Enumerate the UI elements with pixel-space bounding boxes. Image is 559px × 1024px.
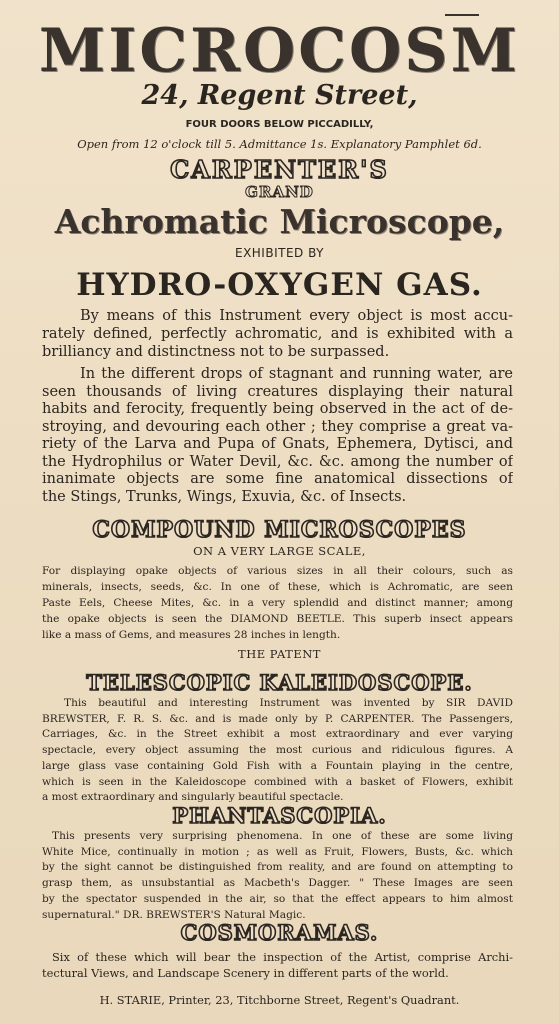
paragraph-creatures bbox=[42, 366, 513, 506]
phantascopia-heading: PHANTASCOPIA. bbox=[172, 803, 387, 828]
gas-heading: HYDRO-OXYGEN GAS. bbox=[76, 267, 483, 303]
text-line: by the sight cannot be distinguished from reality, and are found on attempting to bbox=[42, 861, 513, 874]
text-line: like a mass of Gems, and measures 28 inches in length. bbox=[42, 629, 341, 641]
text-line: riety of the Larva and Pupa of Gnats, Ephemera, Dytisci, and bbox=[42, 436, 513, 452]
text-line: This presents very surprising phenomena. In one of these are some living bbox=[52, 830, 513, 842]
text-line: Carriages, &c. in the Street exhibit a most extraordinary and ever varying bbox=[42, 728, 513, 741]
printer-credit: H. STARIE, Printer, 23, Titchborne Street, Regent's Quadrant. bbox=[99, 993, 460, 1007]
paragraph-kaleidoscope bbox=[42, 696, 513, 806]
hours: Open from 12 o'clock till 5. Admittance 1s. Explanatory Pamphlet 6d. bbox=[77, 137, 482, 151]
text-line: White Mice, continually in motion ; as well as Fruit, Flowers, Busts, &c. which bbox=[42, 845, 513, 858]
text-line: Paste Eels, Cheese Mites, &c. in a very splendid and distinct manner; among bbox=[42, 597, 513, 609]
text-line: the opake objects is seen the DIAMOND BEETLE. This superb insect appears bbox=[42, 613, 513, 625]
paragraph-intro bbox=[42, 307, 513, 361]
text-line: by the spectator suspended in the air, so that the effect appears to him almost bbox=[42, 892, 513, 905]
kaleidoscope-heading: TELESCOPIC KALEIDOSCOPE. bbox=[86, 670, 473, 695]
paragraph-phantascopia bbox=[42, 829, 513, 923]
text-line: large glass vase containing Gold Fish with a Fountain playing in the centre, bbox=[42, 759, 513, 772]
paragraph-compound bbox=[42, 563, 513, 643]
cosmoramas-heading: COSMORAMAS. bbox=[180, 920, 379, 945]
text-line: tectural Views, and Landscape Scenery in different parts of the world. bbox=[42, 966, 449, 980]
location: FOUR DOORS BELOW PICCADILLY, bbox=[185, 119, 374, 130]
text-line: a most extraordinary and singularly beautiful spectacle. bbox=[42, 791, 344, 804]
text-line: Six of these which will bear the inspection of the Artist, comprise Archi- bbox=[52, 950, 513, 964]
text-line: which is seen in the Kaleidoscope combined with a basket of Flowers, exhibit bbox=[42, 775, 513, 788]
text-line: This beautiful and interesting Instrument was invented by SIR DAVID bbox=[64, 697, 513, 709]
grand: GRAND bbox=[245, 183, 314, 201]
text-line: inanimate objects are some fine anatomical dissections of bbox=[42, 471, 513, 487]
maker: CARPENTER'S bbox=[170, 155, 389, 184]
paragraph-cosmoramas bbox=[42, 949, 513, 981]
text-line: grasp them, as unsubstantial as Macbeth's Dagger. " These Images are seen bbox=[42, 877, 513, 890]
title: MICROCOSM bbox=[38, 16, 521, 86]
text-line: In the different drops of stagnant and running water, are bbox=[80, 366, 513, 382]
exhibited-by: EXHIBITED BY bbox=[234, 246, 324, 260]
compound-heading: COMPOUND MICROSCOPES bbox=[92, 517, 467, 543]
patent-label: THE PATENT bbox=[238, 647, 321, 661]
text-line: BREWSTER, F. R. S. &c. and is made only by P. CARPENTER. The Passengers, bbox=[42, 712, 513, 725]
text-line: minerals, insects, seeds, &c. In one of these, which is Achromatic, are seen bbox=[42, 581, 513, 593]
compound-subheading: ON A VERY LARGE SCALE, bbox=[193, 544, 366, 558]
text-line: spectacle, every object assuming the most curious and ridiculous figures. A bbox=[42, 744, 513, 757]
address: 24, Regent Street, bbox=[141, 80, 418, 111]
instrument: Achromatic Microscope, bbox=[54, 202, 505, 241]
text-line: brilliancy and distinctness not to be surpassed. bbox=[42, 344, 390, 360]
text-line: habits and ferocity, frequently being observed in the act of de- bbox=[42, 401, 513, 417]
text-line: supernatural." DR. BREWSTER'S Natural Magic. bbox=[42, 908, 306, 921]
text-line: By means of this Instrument every object is most accu- bbox=[80, 308, 513, 324]
text-line: stroying, and devouring each other ; they comprise a great va- bbox=[42, 418, 513, 435]
text-line: the Hydrophilus or Water Devil, &c. &c. among the number of bbox=[42, 453, 513, 470]
text-line: seen thousands of living creatures displaying their natural bbox=[42, 383, 513, 400]
text-line: the Stings, Trunks, Wings, Exuvia, &c. of Insects. bbox=[42, 488, 407, 505]
text-line: For displaying opake objects of various sizes in all their colours, such as bbox=[42, 565, 513, 577]
text-line: rately defined, perfectly achromatic, and is exhibited with a bbox=[42, 326, 513, 342]
